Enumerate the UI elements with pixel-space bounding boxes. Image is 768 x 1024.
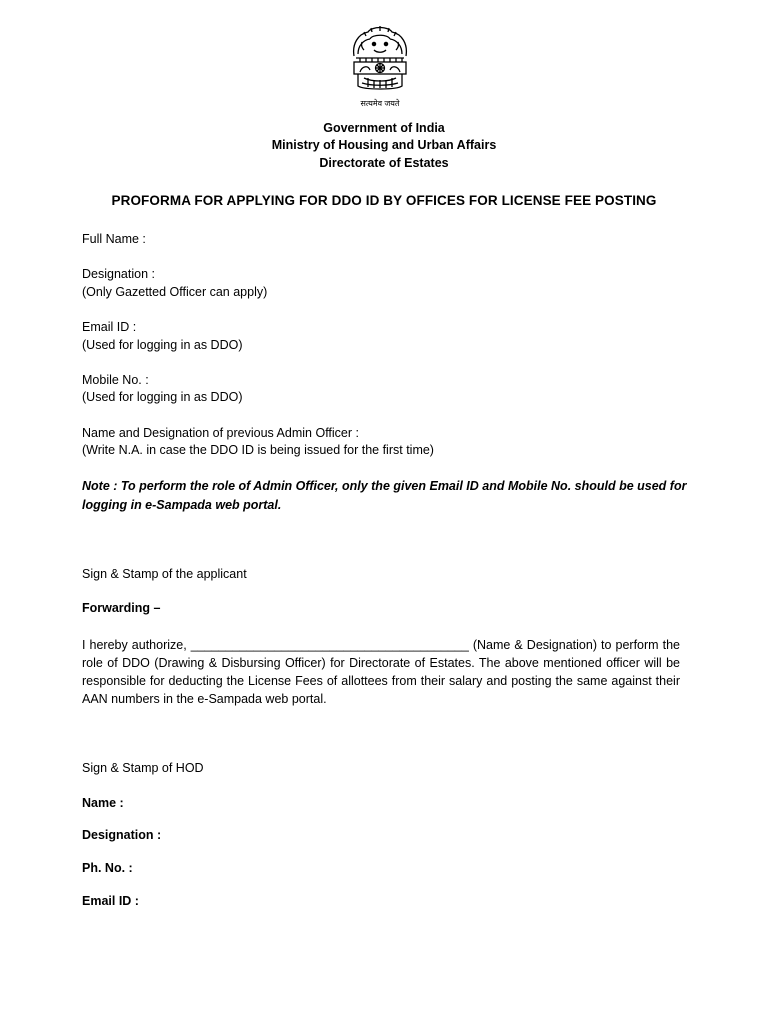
header-government: Government of India bbox=[323, 121, 445, 135]
hod-phone-label: Ph. No. : bbox=[82, 861, 133, 875]
lion-capital-icon bbox=[344, 20, 416, 108]
hod-name-label: Name : bbox=[82, 796, 124, 810]
hod-sign-label: Sign & Stamp of HOD bbox=[82, 761, 204, 775]
hod-designation-label: Designation : bbox=[82, 828, 162, 842]
full-name-label: Full Name : bbox=[82, 232, 146, 246]
mobile-hint: (Used for logging in as DDO) bbox=[82, 390, 243, 404]
mobile-label: Mobile No. : bbox=[82, 373, 149, 387]
hod-email-label: Email ID : bbox=[82, 894, 139, 908]
previous-admin-label: Name and Designation of previous Admin Officer : bbox=[82, 426, 359, 440]
designation-hint: (Only Gazetted Officer can apply) bbox=[82, 285, 268, 299]
applicant-sign-label: Sign & Stamp of the applicant bbox=[82, 567, 247, 581]
previous-admin-hint: (Write N.A. in case the DDO ID is being issued for the first time) bbox=[82, 443, 434, 457]
authorization-paragraph: I hereby authorize, ________________________________________ (Name & Designation) to perform the role of DDO (Drawing & Disbursing Officer) for Directorate of Estates. The above mentioned officer will be responsible for deducting the License Fees of allottees from their salary and posting the same against their AAN numbers in the e-Sampada web portal. bbox=[82, 638, 680, 706]
page-title: PROFORMA FOR APPLYING FOR DDO ID BY OFFICES FOR LICENSE FEE POSTING bbox=[111, 193, 657, 208]
header-ministry: Ministry of Housing and Urban Affairs bbox=[271, 138, 497, 152]
email-label: Email ID : bbox=[82, 320, 137, 334]
emblem-motto: सत्यमेव जयते bbox=[360, 99, 400, 108]
note-text: Note : To perform the role of Admin Officer, only the given Email ID and Mobile No. should be used for logging in e-Sampada web portal. bbox=[82, 479, 687, 512]
header-directorate: Directorate of Estates bbox=[319, 156, 449, 170]
designation-label: Designation : bbox=[82, 267, 155, 281]
forwarding-heading: Forwarding – bbox=[82, 601, 161, 615]
email-hint: (Used for logging in as DDO) bbox=[82, 338, 243, 352]
